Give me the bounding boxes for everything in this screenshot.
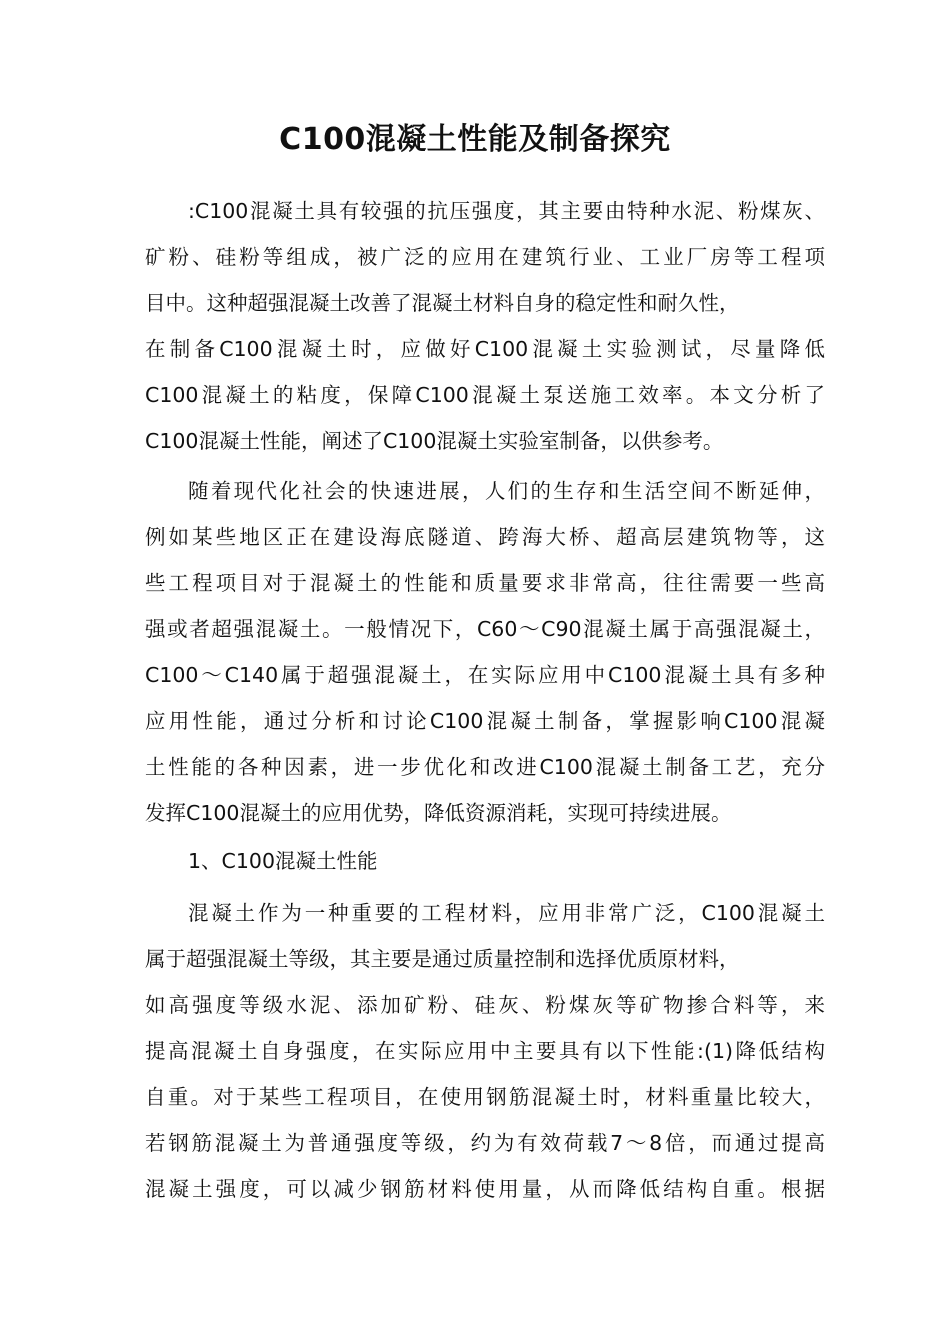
paragraph-line: 强或者超强混凝土。一般情况下，C60～C90混凝土属于高强混凝土， [145, 617, 825, 641]
paragraph-line: 例如某些地区正在建设海底隧道、跨海大桥、超高层建筑物等，这 [145, 525, 825, 549]
section-heading: 1、C100混凝土性能 [188, 849, 378, 873]
paragraph-line: 发挥C100混凝土的应用优势，降低资源消耗，实现可持续进展。 [145, 801, 732, 825]
paragraph-line: 随着现代化社会的快速进展，人们的生存和生活空间不断延伸， [188, 479, 825, 503]
paragraph-line: 土性能的各种因素，进一步优化和改进C100混凝土制备工艺，充分 [145, 755, 825, 779]
paragraph-line: 应用性能，通过分析和讨论C100混凝土制备，掌握影响C100混凝 [145, 709, 825, 733]
paragraph-line: 提高混凝土自身强度，在实际应用中主要具有以下性能:(1)降低结构 [145, 1039, 825, 1063]
paragraph-line: 如高强度等级水泥、添加矿粉、硅灰、粉煤灰等矿物掺合料等，来 [145, 993, 825, 1017]
paragraph-line: C100～C140属于超强混凝土，在实际应用中C100混凝土具有多种 [145, 663, 825, 687]
paragraph-line: 矿粉、硅粉等组成，被广泛的应用在建筑行业、工业厂房等工程项 [145, 245, 825, 269]
paragraph-line: 目中。这种超强混凝土改善了混凝土材料自身的稳定性和耐久性， [145, 291, 740, 315]
paragraph-line: 混凝土作为一种重要的工程材料，应用非常广泛，C100混凝土 [188, 901, 825, 925]
paragraph-line: 在制备C100混凝土时，应做好C100混凝土实验测试，尽量降低 [145, 337, 825, 361]
paragraph-line: 些工程项目对于混凝土的性能和质量要求非常高，往往需要一些高 [145, 571, 825, 595]
paragraph-line: 混凝土强度，可以减少钢筋材料使用量，从而降低结构自重。根据 [145, 1177, 825, 1201]
paragraph-line: :C100混凝土具有较强的抗压强度，其主要由特种水泥、粉煤灰、 [188, 199, 825, 223]
paragraph-line: 若钢筋混凝土为普通强度等级，约为有效荷载7～8倍，而通过提高 [145, 1131, 825, 1155]
paragraph-line: C100混凝土的粘度，保障C100混凝土泵送施工效率。本文分析了 [145, 383, 825, 407]
paragraph-line: 自重。对于某些工程项目，在使用钢筋混凝土时，材料重量比较大， [145, 1085, 825, 1109]
document-title: C100混凝土性能及制备探究 [279, 122, 671, 157]
paragraph-line: 属于超强混凝土等级，其主要是通过质量控制和选择优质原材料， [145, 947, 740, 971]
paragraph-line: C100混凝土性能，阐述了C100混凝土实验室制备，以供参考。 [145, 429, 724, 453]
